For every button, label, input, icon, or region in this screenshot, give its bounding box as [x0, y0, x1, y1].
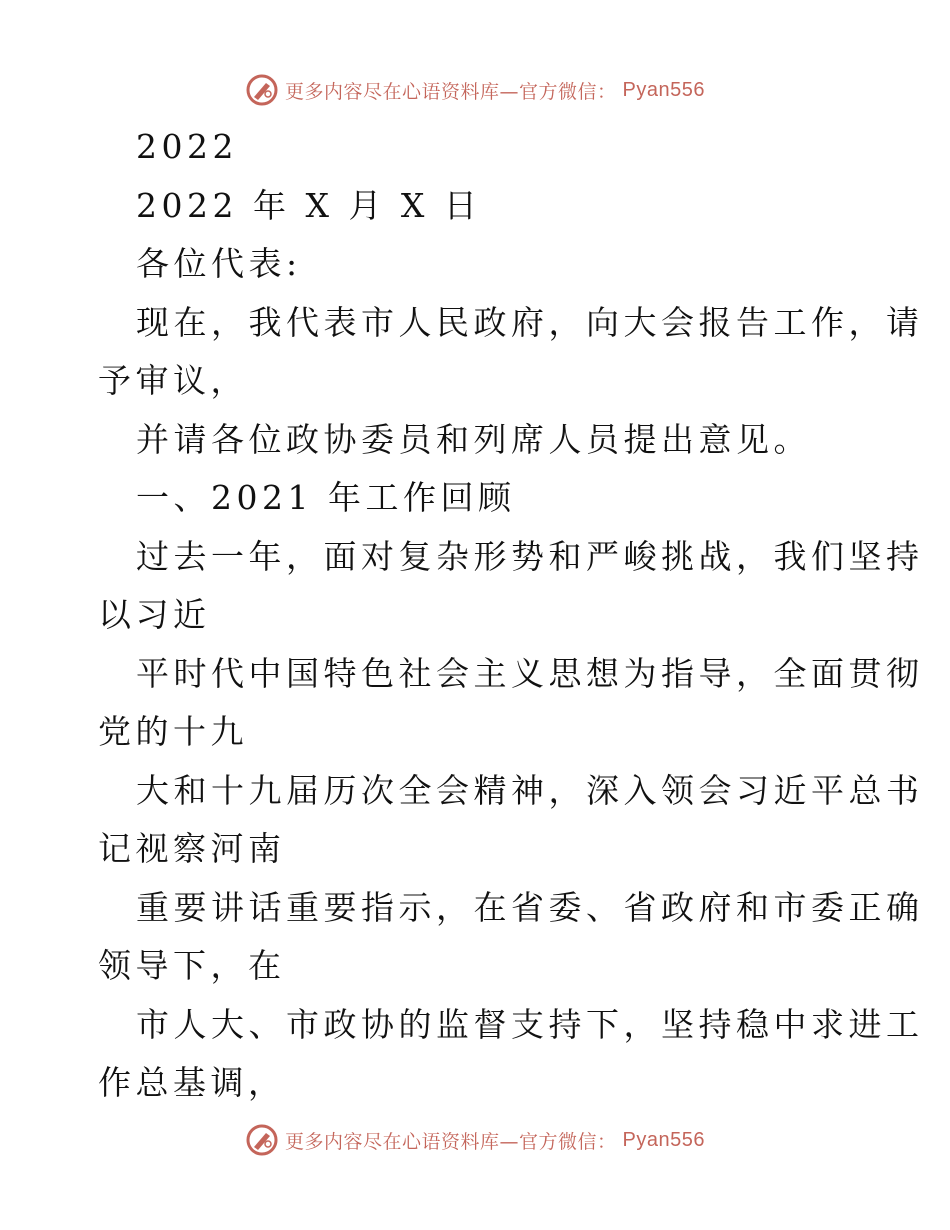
- pen-seal-icon: [245, 73, 279, 107]
- text-line: 以习近: [98, 595, 211, 634]
- text-line: 大和十九届历次全会精神，深入领会习近平总书: [136, 770, 924, 810]
- text-line: 党的十九: [98, 712, 248, 751]
- text-line: 市人大、市政协的监督支持下，坚持稳中求进工: [136, 1004, 924, 1044]
- text-line: 作总基调，: [98, 1063, 286, 1102]
- watermark-text: 更多内容尽在心语资料库—官方微信：: [285, 1130, 617, 1153]
- pen-seal-icon: [245, 1123, 279, 1157]
- text-line: 并请各位政协委员和列席人员提出意见。: [136, 419, 811, 459]
- text-line: 平时代中国特色社会主义思想为指导，全面贯彻: [136, 653, 924, 693]
- text-line: 重要讲话重要指示，在省委、省政府和市委正确: [136, 887, 924, 927]
- text-line: 予审议，: [98, 361, 248, 400]
- section-heading: 一、2021 年工作回顾: [136, 478, 516, 517]
- text-line: 2022: [136, 127, 238, 166]
- footer-watermark: [0, 1122, 950, 1158]
- watermark-text: 更多内容尽在心语资料库—官方微信：: [285, 80, 617, 103]
- header-watermark: [0, 72, 950, 108]
- document-body: [98, 118, 924, 1113]
- text-line: 记视察河南: [98, 829, 286, 868]
- text-line: 2022 年 X 月 X 日: [136, 185, 482, 225]
- text-line: 现在，我代表市人民政府，向大会报告工作，请: [136, 302, 924, 342]
- text-line: 过去一年，面对复杂形势和严峻挑战，我们坚持: [136, 536, 924, 576]
- watermark-wechat-id: Pyan556: [622, 78, 705, 101]
- watermark-wechat-id: Pyan556: [622, 1128, 705, 1151]
- text-line: 各位代表:: [136, 244, 302, 283]
- text-line: 领导下，在: [98, 946, 286, 985]
